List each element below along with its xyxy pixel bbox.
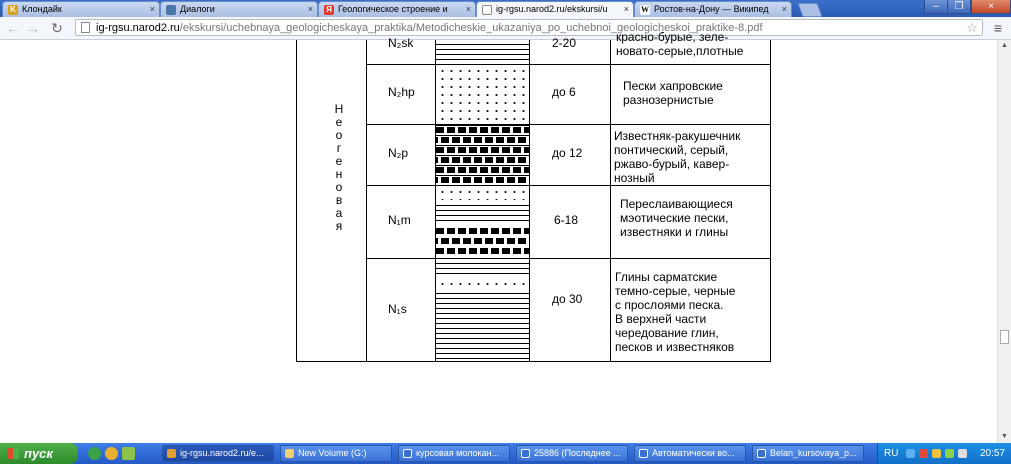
tab-wikipedia[interactable]: [634, 1, 792, 17]
limestone-pattern: [436, 125, 529, 185]
back-button[interactable]: ←: [6, 20, 20, 36]
taskbar-item[interactable]: курсовая молокан...: [398, 445, 510, 462]
word-icon: [521, 449, 530, 458]
taskbar-item[interactable]: Belan_kursovaya_p...: [752, 445, 864, 462]
stratum-description: красно-бурые, зеле- новато-серые,плотные: [616, 30, 744, 58]
start-button[interactable]: пуск: [0, 443, 78, 464]
vertical-scrollbar[interactable]: [997, 40, 1011, 443]
windows-logo-icon: [7, 448, 19, 459]
tab-klondike[interactable]: [2, 1, 160, 17]
clay-pattern: [436, 289, 529, 361]
new-tab-button[interactable]: [797, 3, 822, 17]
quicklaunch-icon[interactable]: [122, 447, 135, 460]
minimize-button[interactable]: –: [924, 0, 948, 14]
tab-label: Геологическое строение и: [338, 4, 448, 14]
yandex-icon: Я: [324, 5, 334, 15]
tab-pdf-active[interactable]: [476, 1, 634, 18]
scroll-up-icon[interactable]: ▲: [1001, 42, 1008, 49]
stratum-description: Пески хапровские разнозернистые: [623, 79, 723, 107]
tray-icon[interactable]: [906, 449, 915, 458]
clay-pattern: [436, 259, 529, 277]
close-window-button[interactable]: ×: [971, 0, 1011, 14]
scroll-down-icon[interactable]: ▼: [1001, 433, 1008, 440]
page-icon: [81, 22, 90, 33]
tab-label: ig-rgsu.narod2.ru/ekskursi/u: [496, 4, 608, 14]
close-tab-icon[interactable]: ×: [307, 4, 313, 14]
close-tab-icon[interactable]: ×: [465, 4, 471, 14]
chrome-icon: [167, 449, 176, 458]
tab-strip: [0, 0, 1011, 17]
stratum-thickness: до 6: [552, 85, 576, 99]
vk-icon: [166, 5, 176, 15]
word-icon: [639, 449, 648, 458]
stratum-index: N₂p: [388, 146, 408, 160]
stratum-description: Глины сарматские темно-серые, черные с прослоями песка. В верхней части чередование глин, песков и известняков: [615, 270, 736, 354]
stratum-thickness: 2-20: [552, 36, 577, 50]
neogene-vertical-label: Н е о г е н о в а я: [334, 102, 344, 233]
sand-pattern: [436, 65, 529, 124]
clay-pattern: [436, 40, 529, 64]
folder-icon: [285, 449, 294, 458]
tab-label: Диалоги: [180, 4, 215, 14]
stratum-index: N₁m: [388, 213, 411, 227]
tab-geology[interactable]: [318, 1, 476, 17]
taskbar: [0, 443, 1011, 464]
sand-pattern: [436, 278, 529, 288]
bookmark-star-icon[interactable]: ☆: [966, 20, 978, 35]
stratum-thickness: до 30: [552, 292, 583, 306]
forward-button[interactable]: →: [26, 20, 40, 36]
pdf-viewer: [0, 30, 997, 443]
tray-icon[interactable]: [945, 449, 954, 458]
klondike-icon: K: [8, 5, 18, 15]
close-tab-icon[interactable]: ×: [781, 4, 787, 14]
stratum-thickness: до 12: [552, 146, 583, 160]
taskbar-item[interactable]: ig-rgsu.narod2.ru/e...: [162, 445, 274, 462]
stratum-description: Переслаивающиеся мэотические пески, известняки и глины: [620, 197, 733, 239]
tab-label: Клондайк: [22, 4, 62, 14]
word-icon: [403, 449, 412, 458]
taskbar-item[interactable]: 25886 (Последнее ...: [516, 445, 628, 462]
restore-button[interactable]: ❐: [947, 0, 971, 14]
language-indicator[interactable]: RU: [884, 448, 899, 459]
stratum-thickness: 6-18: [554, 213, 579, 227]
chrome-icon[interactable]: [105, 447, 118, 460]
stratum-description: Известняк-ракушечник понтический, серый, ржаво-бурый, кавер- нозный: [614, 129, 741, 185]
taskbar-item[interactable]: Автоматически во...: [634, 445, 746, 462]
tab-dialogs[interactable]: [160, 1, 318, 17]
close-tab-icon[interactable]: ×: [149, 4, 155, 14]
wikipedia-icon: W: [641, 5, 649, 14]
address-bar[interactable]: [75, 19, 983, 36]
limestone-pattern: [436, 226, 529, 258]
sand-pattern: [436, 186, 529, 200]
quicklaunch-icon[interactable]: [88, 447, 101, 460]
url-text[interactable]: ig-rgsu.narod2.ru/ekskursi/uchebnaya_geologicheskaya_praktika/Metodicheskie_ukazaniya_po_uchebnoi_geologicheskoi_praktike-8.pdf: [96, 22, 763, 34]
reload-button[interactable]: ↻: [51, 20, 63, 36]
browser-toolbar: [0, 17, 1011, 40]
volume-icon[interactable]: [958, 449, 967, 458]
scroll-thumb[interactable]: [1000, 330, 1009, 344]
tray-icon[interactable]: [932, 449, 941, 458]
page-icon: [482, 5, 492, 15]
stratum-index: N₂sk: [388, 36, 414, 50]
word-icon: [757, 449, 766, 458]
tab-label: Ростов-на-Дону — Википед: [654, 4, 769, 14]
stratum-index: N₁s: [388, 302, 407, 316]
menu-icon[interactable]: ≡: [993, 20, 1003, 36]
system-tray: [877, 443, 1011, 464]
stratum-index: N₂hp: [388, 85, 415, 99]
close-tab-icon[interactable]: ×: [623, 4, 629, 14]
taskbar-item[interactable]: New Volume (G:): [280, 445, 392, 462]
tray-icon[interactable]: [919, 449, 928, 458]
clock: 20:57: [979, 448, 1005, 459]
clay-pattern: [436, 201, 529, 225]
